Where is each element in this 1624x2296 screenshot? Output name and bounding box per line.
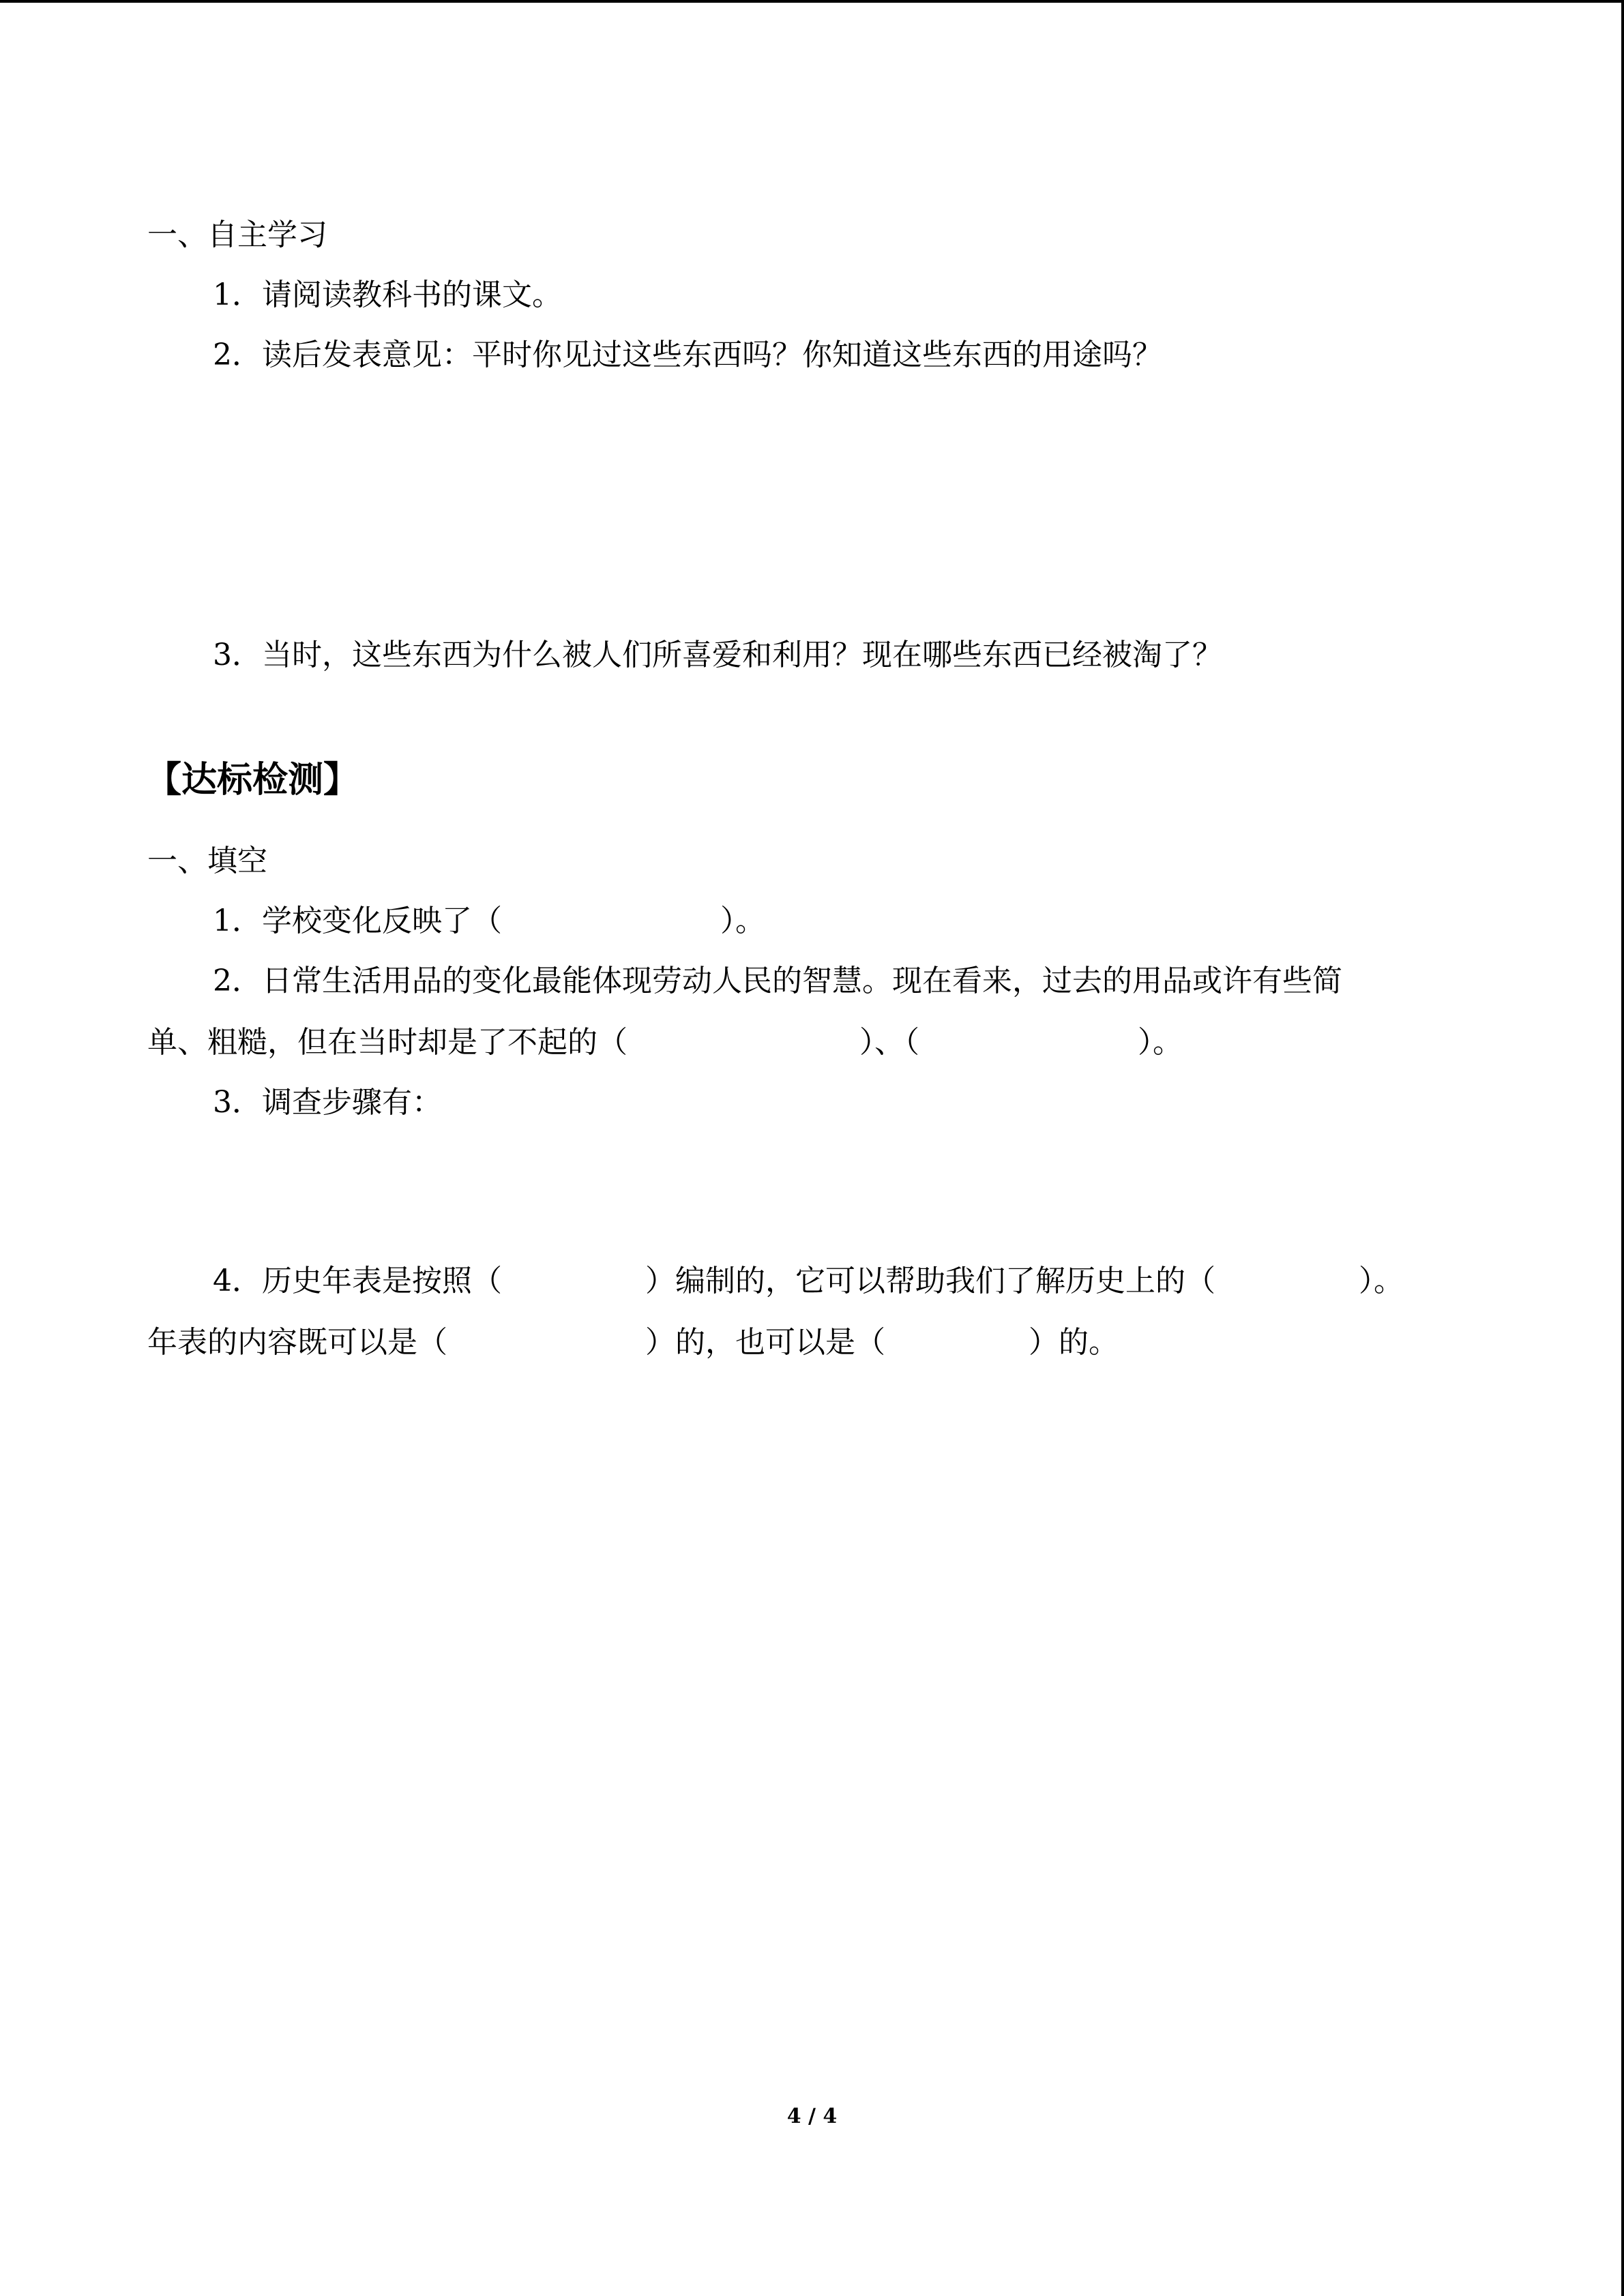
section1-item-3: 3．当时，这些东西为什么被人们所喜爱和利用？现在哪些东西已经被淘了？ — [213, 638, 1222, 672]
section1-item-2: 2．读后发表意见：平时你见过这些东西吗？你知道这些东西的用途吗？ — [213, 338, 1162, 372]
question-4-line-2 — [147, 1323, 1119, 1362]
question-2-line-1: 2．日常生活用品的变化最能体现劳动人民的智慧。现在看来，过去的用品或许有些简 — [213, 964, 1342, 998]
section2-heading: 【达标检测】 — [146, 759, 359, 801]
question-2-suffix: ）。 — [1138, 1025, 1183, 1060]
question-2-mid: ）、（ — [859, 1025, 919, 1060]
question-4-f: ）的。 — [1029, 1325, 1119, 1360]
section1-title: 一、自主学习 — [147, 218, 327, 252]
question-4-b: ）编制的，它可以帮助我们了解历史上的（ — [645, 1264, 1215, 1298]
question-4-e: ）的，也可以是（ — [645, 1325, 885, 1360]
section1-item-1: 1．请阅读教科书的课文。 — [213, 278, 562, 312]
question-1 — [213, 901, 765, 941]
question-4-line-1 — [213, 1262, 1404, 1301]
question-1-suffix: ）。 — [720, 904, 765, 938]
question-4-c: ）。 — [1359, 1264, 1404, 1298]
question-1-prefix: 1．学校变化反映了（ — [213, 904, 502, 938]
section2-subtitle: 一、填空 — [147, 844, 267, 878]
question-2-line-2 — [147, 1023, 1183, 1062]
question-4-d: 年表的内容既可以是（ — [147, 1325, 447, 1360]
question-3: 3．调查步骤有： — [213, 1085, 442, 1120]
question-4-a: 4．历史年表是按照（ — [213, 1264, 502, 1298]
page-number: 4 / 4 — [786, 2104, 838, 2128]
question-2-prefix: 单、粗糙，但在当时却是了不起的（ — [147, 1025, 628, 1060]
